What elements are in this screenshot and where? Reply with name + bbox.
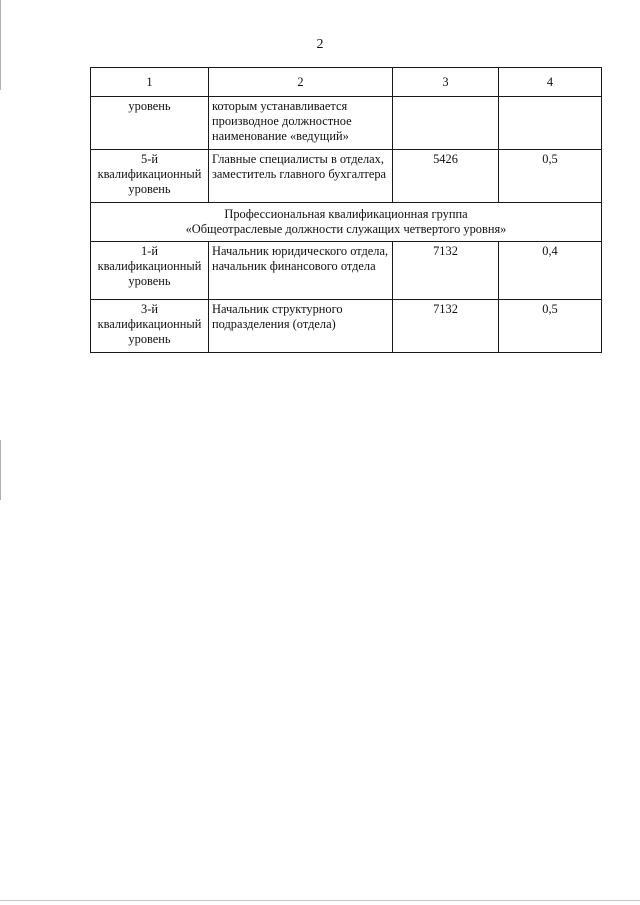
salary-cell: 5426 xyxy=(393,150,499,203)
page-number: 2 xyxy=(316,37,324,52)
post-cell: Начальник юридического отдела, начальник финансового отдела xyxy=(209,242,393,300)
coefficient-cell: 0,4 xyxy=(499,242,602,300)
header-cell-4: 4 xyxy=(499,68,602,97)
header-cell-2: 2 xyxy=(209,68,393,97)
post-cell: Главные специалисты в отделах, заместитель главного бухгалтера xyxy=(209,150,393,203)
coefficient-cell xyxy=(499,97,602,150)
coefficient-cell: 0,5 xyxy=(499,150,602,203)
header-cell-1: 1 xyxy=(91,68,209,97)
table-row xyxy=(91,300,602,353)
coefficient-cell: 0,5 xyxy=(499,300,602,353)
group-heading-cell xyxy=(91,203,602,242)
level-cell: 1-й квалификационный уровень xyxy=(91,242,209,300)
level-cell: 5-й квалификационный уровень xyxy=(91,150,209,203)
group-heading-line-2: «Общеотраслевые должности служащих четвертого уровня» xyxy=(185,221,507,236)
level-cell: 3-й квалификационный уровень xyxy=(91,300,209,353)
scan-edge-mark xyxy=(0,440,1,500)
qualification-table xyxy=(90,67,602,353)
group-heading-row xyxy=(91,203,602,242)
scan-edge-mark xyxy=(0,0,1,90)
post-cell: Начальник структурного подразделения (отдела) xyxy=(209,300,393,353)
group-heading-line-1: Профессиональная квалификационная группа xyxy=(224,206,468,221)
salary-cell: 7132 xyxy=(393,300,499,353)
table-row xyxy=(91,97,602,150)
scan-bottom-edge xyxy=(0,900,640,901)
table-row xyxy=(91,242,602,300)
header-cell-3: 3 xyxy=(393,68,499,97)
salary-cell xyxy=(393,97,499,150)
post-cell: которым устанавливается производное должностное наименование «ведущий» xyxy=(209,97,393,150)
table-header-row xyxy=(91,68,602,97)
salary-cell: 7132 xyxy=(393,242,499,300)
level-cell: уровень xyxy=(91,97,209,150)
table-row xyxy=(91,150,602,203)
